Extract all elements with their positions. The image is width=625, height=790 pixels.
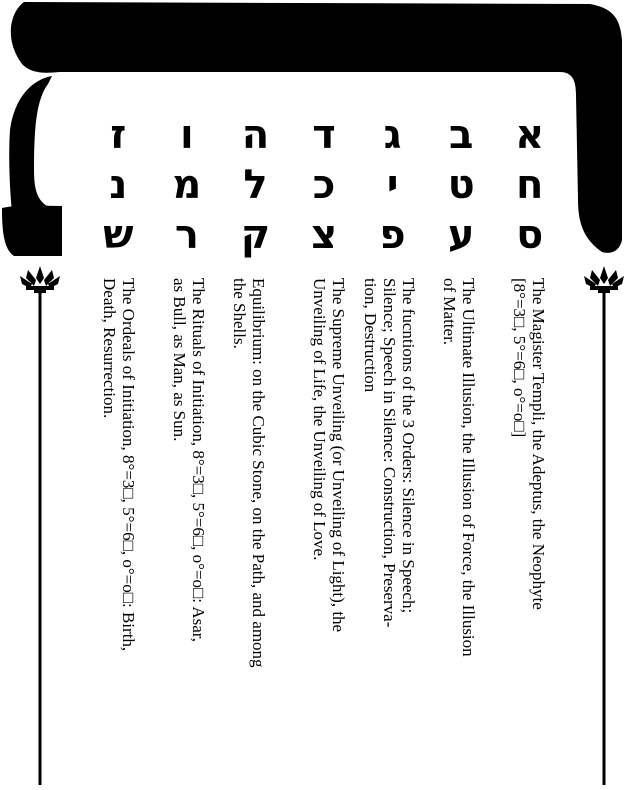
paragraph-2 [440, 278, 478, 778]
hebrew-letter: ט [447, 162, 475, 208]
right-staff [582, 264, 625, 785]
paragraph-line: Silence; Speech in Silence: Construction, Preserva- [380, 278, 399, 628]
paragraph-line: [8°=3□, 5°=6□, o°=o□] [510, 278, 529, 438]
hebrew-letter-grid [84, 110, 564, 260]
paragraph-line: Unveiling of Life, the Unveiling of Love. [310, 278, 329, 561]
paragraph-line: Equilibrium: on the Cubic Stone, on the Path, and among [249, 278, 268, 668]
paragraph-5 [230, 278, 268, 778]
hebrew-letter: ו [180, 112, 194, 158]
lotus-icon [584, 266, 624, 293]
paragraph-line: of Matter. [440, 278, 459, 346]
hebrew-letter: ה [241, 112, 270, 158]
paragraph-line: The Supreme Unveiling (or Unveiling of Light), the [329, 278, 348, 633]
paragraph-1 [510, 278, 548, 778]
hebrew-letter: מ [172, 162, 202, 208]
paragraph-line: tion, Destruction [361, 278, 380, 393]
hebrew-letter: ד [312, 112, 336, 158]
hebrew-letter: ק [240, 212, 271, 258]
paragraph-line: the Shells. [230, 278, 249, 349]
paragraph-3 [361, 278, 418, 778]
hebrew-letter: פ [379, 212, 406, 258]
lotus-icon [20, 266, 60, 293]
staff-pole [39, 293, 42, 785]
paragraph-line: The Rituals of Initiation, 8°=3□, 5°=6□, o°=o□: Asar, [189, 278, 208, 642]
hebrew-letter: צ [310, 212, 338, 258]
hebrew-letter: ח [515, 162, 544, 208]
paragraph-line: as Bull, as Man, as Sun. [170, 278, 189, 442]
paragraph-line: The Ultimate Illusion, the Illusion of Force, the Illusion [459, 278, 478, 657]
left-staff [18, 264, 62, 785]
paragraph-6 [170, 278, 208, 778]
hebrew-letter: ס [516, 212, 544, 258]
paragraph-line: The fucntions of the 3 Orders: Silence in Speech; [399, 278, 418, 614]
paragraph-line: The Ordeals of Initiation, 8°=3□, 5°=6□, o°=o□: Birth, [119, 278, 138, 652]
paragraph-line: The Magister Templi, the Adeptus, the Neophyte [529, 278, 548, 610]
hebrew-letter: ש [103, 212, 134, 258]
hebrew-letter: ר [174, 212, 199, 258]
paragraph-7 [100, 278, 138, 778]
hebrew-letter: כ [312, 162, 336, 208]
hebrew-letter: ז [110, 112, 127, 158]
hebrew-letter: ב [448, 112, 474, 158]
hebrew-letter: נ [109, 162, 128, 208]
hebrew-letter: א [515, 112, 545, 158]
hebrew-letter: ל [243, 162, 268, 208]
hebrew-letter: י [386, 162, 399, 208]
hebrew-letter: ג [383, 112, 402, 158]
paragraph-4 [310, 278, 348, 778]
staff-pole [603, 293, 606, 785]
paragraph-line: Death, Resurrection. [100, 278, 119, 419]
hebrew-letter: ע [447, 212, 475, 258]
